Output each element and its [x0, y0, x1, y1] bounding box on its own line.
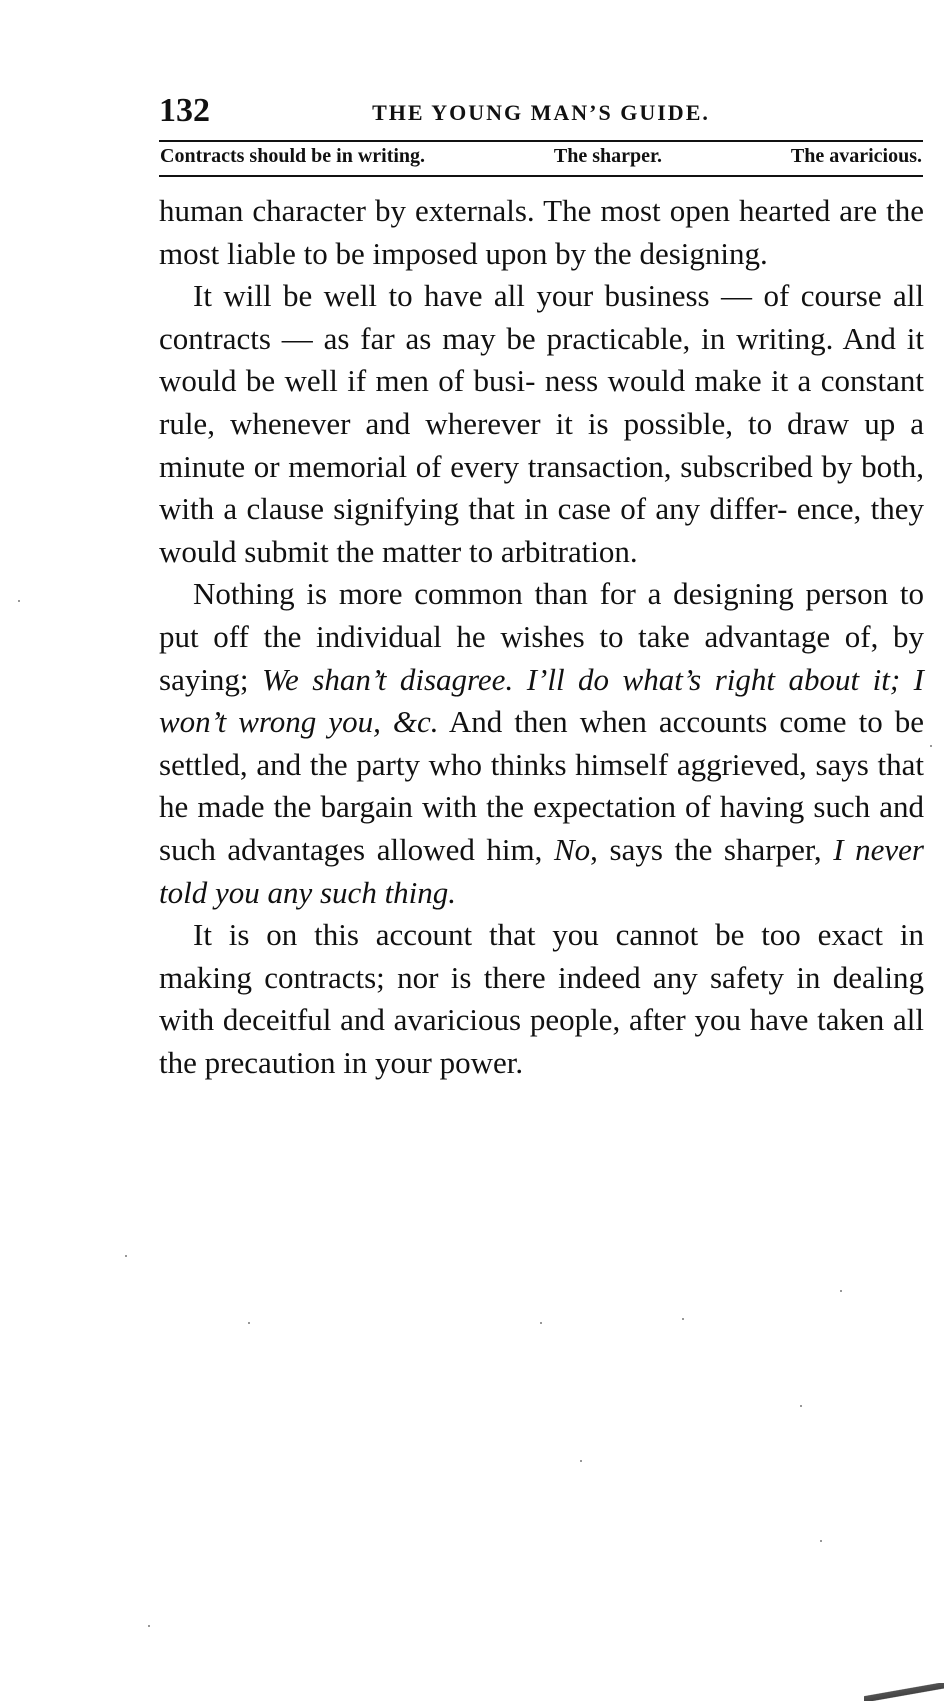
page-edge-mark [864, 1683, 944, 1701]
topic-item: The sharper. [553, 145, 663, 167]
italic-text: We shan’t disagree. I’ll do what’s right about it; I won’t wrong you, &c. [159, 661, 924, 740]
text-run: It is on this account that you cannot be too exact in making contracts; nor is there indeed any safety in dealing with deceitful and avaricious people, after you have taken all the precaution in your power. [159, 917, 924, 1080]
paragraph [159, 573, 924, 914]
topic-item: The avaricious. [790, 145, 922, 167]
running-head [159, 88, 923, 134]
text-run: , says the sharper, [590, 831, 834, 867]
text-run: And then when accounts come to be settled, and the party who thinks himself aggrieved, says that he made the bargain with the expectation of having such and such advantages allowed him, [159, 704, 924, 867]
topic-item: Contracts should be in writing. [160, 145, 426, 167]
text-run: Nothing is more common than for a designing person to put off the individual he wishes to take advantage of, by saying; [159, 576, 924, 697]
text-run: It will be well to have all your business — of course all contracts — as far as may be practicable, in writing. And it would be well if men of busi- ness would make it a constant rule, whenever and wherever it is possible, to draw up a minute or memorial of every transaction, subscribed by both, with a clause signifying that in case of any differ- ence, they would submit the matter to arbitration. [159, 278, 924, 569]
page-number: 132 [159, 92, 210, 129]
topic-line [160, 145, 922, 173]
text-run: human character by externals. The most open hearted are the most liable to be imposed upon by the designing. [159, 193, 924, 271]
italic-text: No [553, 831, 591, 867]
book-title: THE YOUNG MAN’S GUIDE. [372, 100, 710, 125]
body-text [159, 190, 924, 1084]
header-rule-top [159, 140, 923, 142]
italic-text: I never told you any such thing. [159, 831, 924, 910]
paragraph [159, 914, 924, 1084]
paragraph [159, 190, 924, 275]
header-rule-bottom [159, 175, 923, 177]
paragraph [159, 275, 924, 573]
